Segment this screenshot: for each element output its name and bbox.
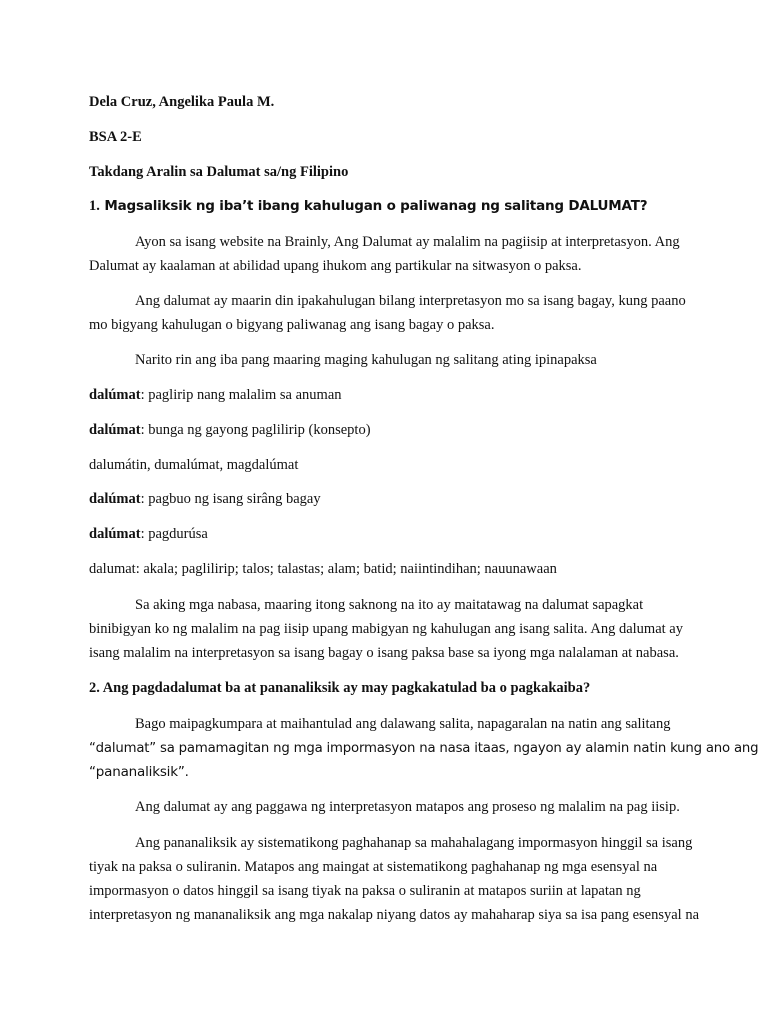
definition-text: : paglirip nang malalim sa anuman [140, 387, 342, 403]
q1-paragraph-1-line-1: Ayon sa isang website na Brainly, Ang Dalumat ay malalim na pagiisip at interpretasyon. Ang [135, 234, 680, 250]
class-section: BSA 2-E [89, 129, 142, 145]
question-2: 2. Ang pagdadalumat ba at pananaliksik ay may pagkakatulad ba o pagkakaiba? [89, 680, 591, 696]
q2-paragraph-3-line-3: impormasyon o datos hinggil sa isang tiyak na paksa o suliranin at matapos suriin at lapatan ng [89, 883, 641, 899]
definition-item [89, 386, 342, 404]
q2-paragraph-1-line-3: “pananaliksik”. [89, 764, 189, 780]
definition-item [89, 456, 298, 474]
definition-item [89, 525, 208, 543]
q1-paragraph-3: Narito rin ang iba pang maaring maging kahulugan ng salitang ating ipinapaksa [135, 352, 597, 368]
definition-text: : bunga ng gayong paglilirip (konsepto) [140, 422, 371, 438]
q1-paragraph-2-line-1: Ang dalumat ay maarin din ipakahulugan bilang interpretasyon mo sa isang bagay, kung paano [135, 293, 686, 309]
definition-text: dalumátin, dumalúmat, magdalúmat [89, 457, 299, 473]
definition-term: dalúmat [89, 491, 141, 507]
definition-term: dalúmat [89, 387, 141, 403]
q2-paragraph-3-line-1: Ang pananaliksik ay sistematikong paghahanap sa mahahalagang impormasyon hinggil sa isang [135, 835, 693, 851]
q2-paragraph-1-line-2: “dalumat” sa pamamagitan ng mga impormasyon na nasa itaas, ngayon ay alamin natin kung ano ang [89, 740, 759, 756]
q1-paragraph-4-line-2: binibigyan ko ng malalim na pag iisip upang mabigyan ng kahulugan ang isang salita. Ang dalumat ay [89, 621, 683, 637]
q1-paragraph-2-line-2: mo bigyang kahulugan o bigyang paliwanag ang isang bagay o paksa. [89, 317, 495, 333]
q1-paragraph-4-line-1: Sa aking mga nabasa, maaring itong saknong na ito ay maitatawag na dalumat sapagkat [135, 597, 644, 613]
definition-item [89, 421, 371, 439]
definition-text: : pagdurúsa [140, 526, 208, 542]
q2-paragraph-3-line-4: interpretasyon ng mananaliksik ang mga nakalap niyang datos ay mahaharap siya sa isa pang esensyal na [89, 907, 700, 923]
definition-item [89, 490, 321, 508]
assignment-title: Takdang Aralin sa Dalumat sa/ng Filipino [89, 164, 349, 180]
q1-paragraph-1-line-2: Dalumat ay kaalaman at abilidad upang ihukom ang partikular na sitwasyon o paksa. [89, 258, 582, 274]
definition-term: dalúmat [89, 422, 141, 438]
question-1 [89, 197, 647, 215]
author-name: Dela Cruz, Angelika Paula M. [89, 94, 275, 110]
question-1-number: 1. [89, 198, 100, 214]
q1-paragraph-4-line-3: isang malalim na interpretasyon sa isang bagay o isang paksa base sa iyong mga nalalaman at nabasa. [89, 645, 679, 661]
question-1-text: Magsaliksik ng iba’t ibang kahulugan o paliwanag ng salitang DALUMAT? [99, 198, 648, 214]
definition-term: dalúmat [89, 526, 141, 542]
definition-item [89, 560, 557, 578]
definition-text: dalumat: akala; paglilirip; talos; talastas; alam; batid; naiintindihan; nauunawaan [89, 561, 557, 577]
definition-text: : pagbuo ng isang sirâng bagay [140, 491, 321, 507]
q2-paragraph-1-line-1: Bago maipagkumpara at maihantulad ang dalawang salita, napagaralan na natin ang salitang [135, 716, 671, 732]
q2-paragraph-3-line-2: tiyak na paksa o suliranin. Matapos ang maingat at sistematikong paghahanap ng mga esensyal na [89, 859, 658, 875]
q2-paragraph-2: Ang dalumat ay ang paggawa ng interpretasyon matapos ang proseso ng malalim na pag iisip. [135, 799, 680, 815]
